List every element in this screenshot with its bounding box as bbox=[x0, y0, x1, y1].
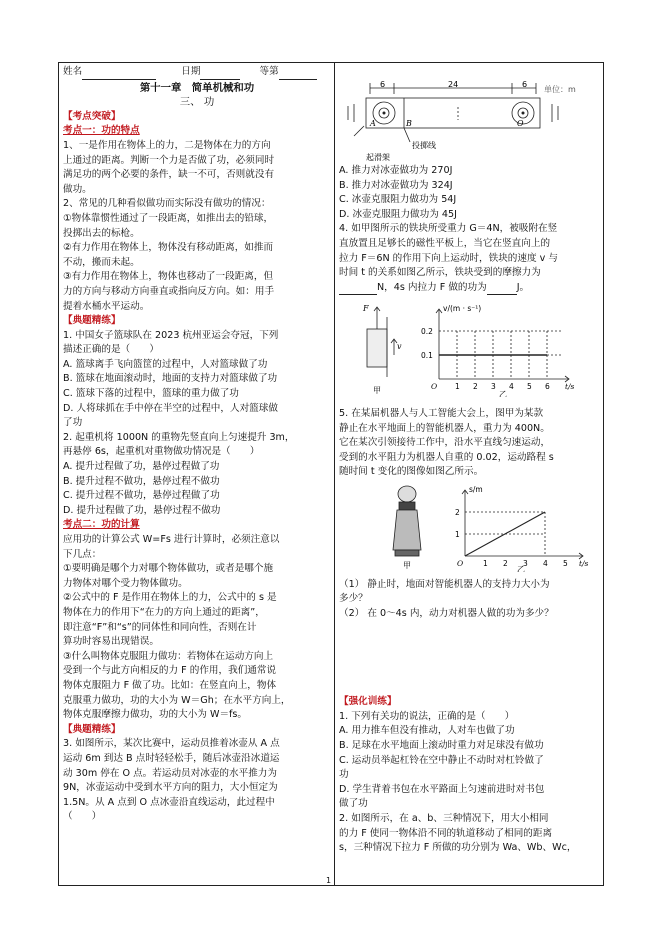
question-line: 再悬停 6s，起重机对重物做功情况是（ ） bbox=[63, 446, 260, 458]
x-axis-title: t/s bbox=[579, 558, 589, 568]
question-line: 3. 如图所示，某次比赛中，运动员推着冰壶从 A 点 bbox=[63, 738, 280, 750]
work-answer-blank[interactable] bbox=[487, 284, 517, 295]
text-line: 下几点： bbox=[63, 548, 102, 560]
subquestion-line: （2） 在 0～4s 内，动力对机器人做的功为多少？ bbox=[339, 607, 554, 619]
question-2 bbox=[63, 431, 331, 519]
figure-jia-label: 甲 bbox=[403, 560, 411, 570]
student-info-line bbox=[63, 65, 331, 80]
point1-body bbox=[63, 139, 331, 314]
x-tick-6: 6 bbox=[545, 382, 550, 392]
example1-heading: 【典题精练】 bbox=[63, 315, 121, 327]
option-b[interactable]: B. 推力对冰壶做功为 324J bbox=[339, 179, 453, 191]
velocity-v-label: v bbox=[397, 342, 402, 352]
dimension-24: 24 bbox=[448, 80, 459, 89]
text-line: 满足功的两个必要的条件，缺一不可，否则就没有 bbox=[63, 169, 275, 181]
question-line: 9N，冰壶运动中受到水平方向的阻力，大小恒定为 bbox=[63, 782, 278, 794]
text-line: 算功时容易出现错误。 bbox=[63, 636, 159, 648]
text-line: ②有力作用在物体上，物体没有移动距离，如推而 bbox=[63, 242, 274, 254]
point-b-label: B bbox=[406, 119, 412, 128]
question-line: 1.5N。从 A 点到 O 点冰壶沿直线运动，此过程中 bbox=[63, 796, 275, 808]
blank-text: J。 bbox=[516, 281, 530, 293]
question-line: 5. 在某届机器人与人工智能大会上，图甲为某款 bbox=[339, 407, 544, 419]
date-label: 日期 bbox=[181, 66, 201, 77]
origin-label: O bbox=[431, 382, 438, 392]
text-line: 受到一个与此方向相反的力 F 的作用，我们通常说 bbox=[63, 665, 277, 677]
question-line: 1. 下列有关功的说法，正确的是（ ） bbox=[339, 710, 515, 722]
option-b[interactable]: B. 篮球在地面滚动时，地面的支持力对篮球做了功 bbox=[63, 373, 278, 385]
question-line: 4. 如甲图所示的铁块所受重力 G＝4N，被吸附在竖 bbox=[339, 223, 558, 235]
left-column bbox=[63, 65, 331, 825]
x-tick-2: 2 bbox=[473, 382, 478, 392]
name-label: 姓名 bbox=[63, 66, 83, 77]
x-tick-4: 4 bbox=[509, 382, 514, 392]
text-line: ③什么叫物体克服阻力做功：若物体在运动方向上 bbox=[63, 650, 274, 662]
question-line bbox=[339, 281, 601, 296]
text-line: 1、一是作用在物体上的力，二是物体在力的方向 bbox=[63, 139, 271, 151]
question-3 bbox=[63, 737, 331, 825]
name-blank[interactable] bbox=[82, 69, 156, 80]
figure-yi-label: 乙 bbox=[517, 564, 525, 572]
figure-yi-label: 乙 bbox=[499, 390, 507, 398]
text-line: 力的方向与移动方向垂直或指向反方向。如：用手 bbox=[63, 285, 275, 297]
option-a[interactable]: A. 用力推车但没有推动，人对车也做了功 bbox=[339, 725, 515, 737]
question-line: 2. 如图所示，在 a、b、三种情况下，用大小相同 bbox=[339, 813, 549, 825]
column-divider bbox=[334, 62, 335, 886]
option-c[interactable]: C. 运动员举起杠铃在空中静止不动时对杠铃做了 bbox=[339, 754, 544, 766]
text-line: 力物体对哪个受力物体做功。 bbox=[63, 577, 188, 589]
x-tick-3: 3 bbox=[523, 558, 528, 568]
dimension-6b: 6 bbox=[522, 80, 528, 89]
point-a-label: A bbox=[370, 119, 376, 128]
x-tick-5: 5 bbox=[563, 558, 568, 568]
start-rack-label: 起滑架 bbox=[366, 153, 390, 162]
dimension-6a: 6 bbox=[380, 80, 386, 89]
y-axis-title: v/(m · s⁻¹) bbox=[443, 304, 482, 314]
subquestion-line: 多少？ bbox=[339, 593, 368, 605]
text-line: 不动，搬而未起。 bbox=[63, 256, 140, 268]
question-line: 它在某次引领接待工作中，沿水平直线匀速运动， bbox=[339, 437, 551, 449]
text-line: ②公式中的 F 是作用在物体上的力，公式中的 s 是 bbox=[63, 592, 277, 604]
text-line: 物体克服摩擦力做功，功的大小为 W＝fs。 bbox=[63, 709, 248, 721]
y-tick-1: 1 bbox=[455, 529, 460, 539]
option-a[interactable]: A. 推力对冰壶做功为 270J bbox=[339, 165, 453, 176]
question-1 bbox=[63, 329, 331, 431]
chapter-title: 第十一章 简单机械和功 bbox=[139, 81, 255, 94]
exam-points-heading: 【考点突破】 bbox=[63, 110, 121, 122]
option-a[interactable]: A. 篮球离手飞向篮筐的过程中，人对篮球做了功 bbox=[63, 358, 268, 370]
text-line: ③有力作用在物体上，物体也移动了一段距离，但 bbox=[63, 271, 274, 283]
text-line: 投掷出去的标枪。 bbox=[63, 227, 140, 239]
y-tick-0-2: 0.2 bbox=[421, 327, 433, 337]
grade-label: 等第 bbox=[259, 66, 279, 77]
x-axis-title: t/s bbox=[565, 382, 575, 392]
text-line: ①物体靠惯性通过了一段距离，如推出去的铅球， bbox=[63, 212, 274, 224]
y-tick-2: 2 bbox=[455, 507, 460, 517]
reinforce-question-1 bbox=[339, 710, 601, 812]
option-c[interactable]: C. 篮球下落的过程中，篮球的重力做了功 bbox=[63, 388, 239, 400]
reinforce-question-2 bbox=[339, 812, 601, 856]
option-d-cont: 了功 bbox=[63, 417, 83, 429]
point2-heading: 考点二：功的计算 bbox=[63, 519, 140, 531]
question-line: s，三种情况下拉力 F 所做的功分别为 Wa、Wb、Wc， bbox=[339, 842, 577, 854]
text-line: 即注意“F”和“s”的同体性和同向性，否则在计 bbox=[63, 621, 257, 633]
x-tick-5: 5 bbox=[527, 382, 532, 392]
page-number: 1 bbox=[326, 876, 332, 885]
text-line: ①要明确是哪个力对哪个物体做功，或者是哪个施 bbox=[63, 563, 274, 575]
option-b[interactable]: B. 提升过程不做功，悬停过程不做功 bbox=[63, 475, 220, 487]
question-line: 随时间 t 变化的图像如图乙所示。 bbox=[339, 466, 484, 478]
x-tick-4: 4 bbox=[543, 558, 548, 568]
question-line: 受到的水平阻力为机器人自重的 0.02，运动路程 s bbox=[339, 451, 554, 463]
reinforce-heading: 【强化训练】 bbox=[339, 696, 397, 708]
option-d[interactable]: D. 提升过程做了功，悬停过程不做功 bbox=[63, 504, 221, 516]
x-tick-1: 1 bbox=[455, 382, 460, 392]
y-axis-title: s/m bbox=[469, 484, 483, 494]
question-line: 1. 中国女子篮球队在 2023 杭州亚运会夺冠，下列 bbox=[63, 329, 279, 341]
option-b[interactable]: B. 足球在水平地面上滚动时重力对足球没有做功 bbox=[339, 740, 544, 752]
option-c[interactable]: C. 提升过程不做功，悬停过程做了功 bbox=[63, 490, 220, 502]
text-line: 应用功的计算公式 W=Fs 进行计算时，必须注意以 bbox=[63, 534, 280, 545]
grade-blank[interactable] bbox=[279, 69, 317, 80]
date-blank[interactable] bbox=[200, 69, 240, 80]
right-column bbox=[339, 164, 601, 856]
question-line: （ ） bbox=[63, 811, 102, 823]
text-line: 物体克服阻力 F 做了功。比如：在竖直向上，物体 bbox=[63, 679, 277, 691]
point2-body bbox=[63, 533, 331, 723]
text-line: 提着水桶水平运动。 bbox=[63, 300, 150, 312]
question-line: 动 30m 停在 O 点。若运动员对冰壶的水平推力为 bbox=[63, 767, 277, 779]
option-d[interactable]: D. 人将球抓在手中停在半空的过程中，人对篮球做 bbox=[63, 402, 278, 414]
option-a[interactable]: A. 提升过程做了功，悬停过程做了功 bbox=[63, 461, 220, 473]
text-line: 上通过的距离。判断一个力是否做了功，必须同时 bbox=[63, 154, 275, 166]
blank-text: N，4s 内拉力 F 做的功为 bbox=[377, 281, 487, 293]
force-f-label: F bbox=[363, 304, 369, 314]
unit-label: 单位：m bbox=[544, 85, 576, 94]
question-line: 描述正确的是（ ） bbox=[63, 344, 159, 356]
question-3-options bbox=[339, 164, 601, 222]
question-line: 运动 6m 到达 B 点时轻轻松手，随后冰壶沿冰道运 bbox=[63, 752, 280, 764]
question-line: 时间 t 的关系如图乙所示，铁块受到的摩擦力为 bbox=[339, 267, 541, 279]
question-line: 的力 F 使同一物体沿不同的轨道移动了相同的距离 bbox=[339, 827, 553, 839]
text-line: 做功。 bbox=[63, 183, 92, 195]
x-tick-1: 1 bbox=[483, 558, 488, 568]
point-o-label: O bbox=[517, 119, 524, 128]
example2-heading: 【典题精练】 bbox=[63, 723, 121, 735]
x-tick-3: 3 bbox=[491, 382, 496, 392]
answer-space[interactable] bbox=[339, 621, 601, 695]
question-line: 直放置且足够长的磁性平板上，当它在竖直向上的 bbox=[339, 237, 551, 249]
question-line: 静止在水平地面上的智能机器人，重力为 400N。 bbox=[339, 422, 550, 434]
curling-figure bbox=[340, 80, 602, 166]
option-d-cont: 做了功 bbox=[339, 798, 368, 810]
option-d[interactable]: D. 学生背着书包在水平路面上匀速前进时对书包 bbox=[339, 783, 545, 795]
question-4 bbox=[339, 222, 601, 295]
x-tick-2: 2 bbox=[503, 558, 508, 568]
question-line: 2. 起重机将 1000N 的重物先竖直向上匀速提升 3m， bbox=[63, 431, 295, 443]
friction-answer-blank[interactable] bbox=[339, 284, 377, 295]
text-line: 物体在力的作用下“在力的方向上通过的距离”， bbox=[63, 606, 265, 618]
throw-line-label: 投掷线 bbox=[412, 141, 436, 150]
y-tick-0-1: 0.1 bbox=[421, 351, 433, 361]
option-c-cont: 功 bbox=[339, 769, 349, 781]
robot-figure bbox=[339, 480, 601, 572]
subquestion-line: （1） 静止时，地面对智能机器人的支持力大小为 bbox=[339, 578, 550, 590]
text-line: 2、常见的几种看似做功而实际没有做功的情况： bbox=[63, 198, 271, 210]
figure-jia-label: 甲 bbox=[373, 386, 381, 396]
question-5 bbox=[339, 407, 601, 480]
text-line: 克服重力做功，功的大小为 W＝Gh；在水平方向上， bbox=[63, 694, 291, 706]
option-d[interactable]: D. 冰壶克服阻力做功为 45J bbox=[339, 208, 457, 220]
question-5-subparts bbox=[339, 578, 601, 622]
point1-heading: 考点一：功的特点 bbox=[63, 125, 140, 137]
question-line: 拉力 F＝6N 的作用下向上运动时，铁块的速度 v 与 bbox=[339, 252, 558, 264]
origin-label: O bbox=[457, 558, 464, 568]
section-title: 三、 功 bbox=[179, 96, 215, 109]
iron-block-figure bbox=[339, 297, 601, 397]
option-c[interactable]: C. 冰壶克服阻力做功为 54J bbox=[339, 194, 457, 206]
